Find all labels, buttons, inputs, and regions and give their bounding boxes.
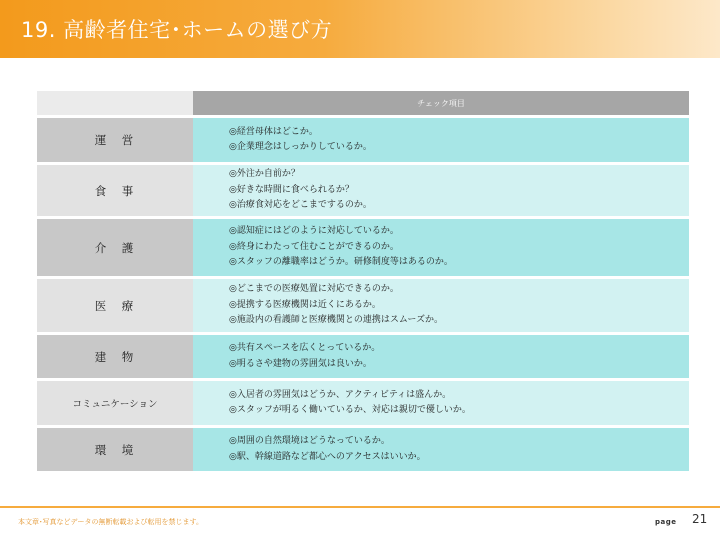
check-item: ◎施設内の看護師と医療機関との連携はスムーズか。 bbox=[229, 315, 443, 326]
row-category: 建 物 bbox=[37, 334, 193, 380]
check-item: ◎駅、幹線道路など都心へのアクセスはいいか。 bbox=[229, 451, 426, 462]
check-item: ◎好きな時間に食べられるか？ bbox=[229, 184, 354, 195]
table-row bbox=[37, 164, 689, 218]
copyright-notice: 本文章･写真などデータの無断転載および転用を禁じます。 bbox=[18, 518, 203, 526]
check-item: ◎スタッフが明るく働いているか、対応は親切で優しいか。 bbox=[229, 405, 471, 415]
row-items bbox=[193, 427, 689, 473]
row-category: 医 療 bbox=[37, 278, 193, 334]
check-item: ◎提携する医療機関は近くにあるか。 bbox=[229, 299, 381, 310]
row-items bbox=[193, 278, 689, 334]
check-item: ◎治療食対応をどこまでするのか。 bbox=[229, 200, 372, 211]
check-item: ◎認知症にはどのように対応しているか。 bbox=[229, 226, 399, 237]
column-header-check-items: チェック項目 bbox=[193, 91, 689, 117]
page-label: page bbox=[655, 518, 677, 526]
table-header-row bbox=[37, 91, 689, 117]
check-item: ◎終身にわたって住むことができるのか。 bbox=[229, 241, 399, 252]
check-item: ◎明るさや建物の雰囲気は良いか。 bbox=[229, 358, 372, 369]
checklist-table bbox=[37, 91, 689, 474]
footer-divider bbox=[0, 506, 720, 508]
check-item: ◎経営母体はどこか。 bbox=[229, 126, 318, 137]
row-items bbox=[193, 164, 689, 218]
row-category: 食 事 bbox=[37, 164, 193, 218]
header-bar bbox=[0, 0, 720, 58]
check-item: ◎スタッフの離職率はどうか。研修制度等はあるのか。 bbox=[229, 257, 453, 268]
row-category: 運 営 bbox=[37, 117, 193, 164]
row-category: 介 護 bbox=[37, 218, 193, 278]
page-title: 19. 高齢者住宅･ホームの選び方 bbox=[21, 18, 333, 42]
page-number: 21 bbox=[692, 512, 708, 526]
check-item: ◎外注か自前か？ bbox=[229, 169, 300, 180]
check-item: ◎入居者の雰囲気はどうか、アクティビティは盛んか。 bbox=[229, 389, 452, 400]
row-category: 環 境 bbox=[37, 427, 193, 473]
check-item: ◎周囲の自然環境はどうなっているか。 bbox=[229, 436, 390, 446]
table-row bbox=[37, 380, 689, 427]
row-items bbox=[193, 334, 689, 380]
header-blank-cell bbox=[37, 91, 193, 117]
table-row bbox=[37, 427, 689, 473]
table-row bbox=[37, 117, 689, 164]
row-items bbox=[193, 380, 689, 427]
check-item: ◎共有スペースを広くとっているか。 bbox=[229, 343, 381, 353]
table-row bbox=[37, 278, 689, 334]
row-items bbox=[193, 218, 689, 278]
row-category: コミュニケーション bbox=[37, 380, 193, 427]
check-item: ◎企業理念はしっかりしているか。 bbox=[229, 142, 372, 152]
check-item: ◎どこまでの医療処置に対応できるのか。 bbox=[229, 284, 399, 295]
table-row bbox=[37, 218, 689, 278]
row-items bbox=[193, 117, 689, 164]
table-row bbox=[37, 334, 689, 380]
